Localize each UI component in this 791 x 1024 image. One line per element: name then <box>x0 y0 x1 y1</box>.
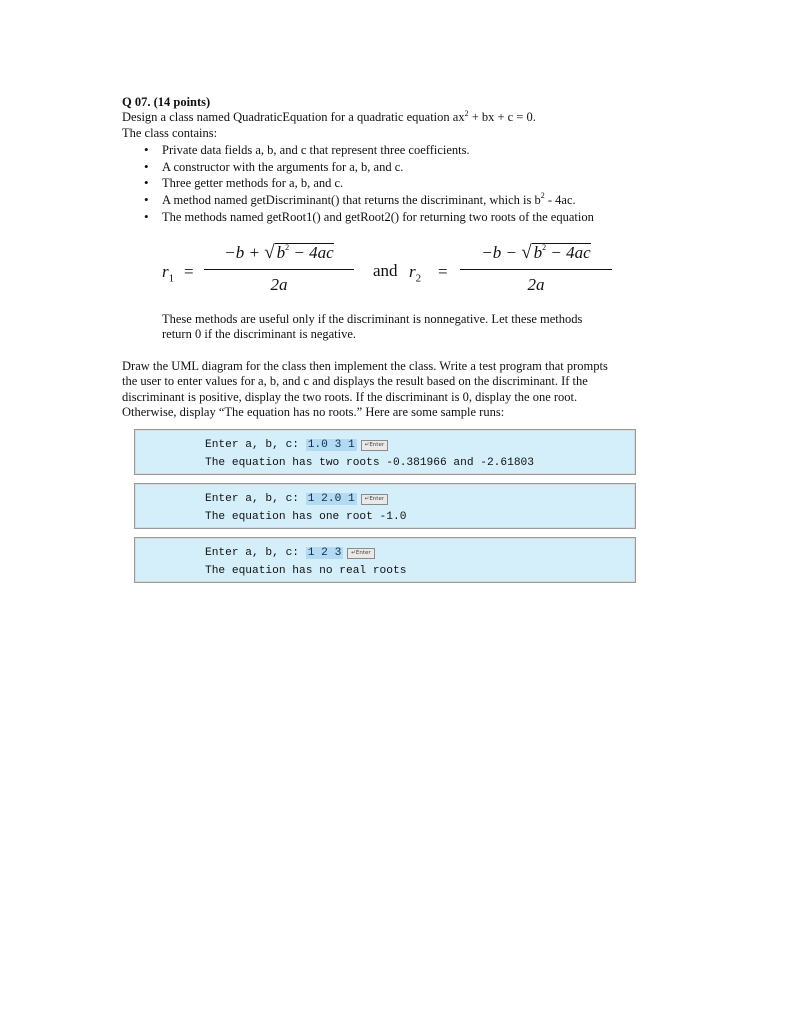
sample-run-prompt-line <box>205 493 388 505</box>
list-item-text: A method named getDiscriminant() that returns the discriminant, which is b <box>162 193 541 208</box>
r1-subscript: 1 <box>168 271 175 284</box>
radicand-exponent: 2 <box>542 242 547 252</box>
prompt-text: Enter a, b, c: <box>205 493 306 505</box>
user-input: 1 2 3 <box>307 547 342 559</box>
r2-equals: = <box>438 261 448 281</box>
r2-subscript: 2 <box>415 271 422 284</box>
r1-fraction <box>204 242 354 295</box>
class-contents-list <box>122 142 652 226</box>
intro-text-end: + bx + c = 0. <box>468 110 536 124</box>
list-item: • A constructor with the arguments for a, b, and c. <box>162 159 652 176</box>
r2-symbol: r <box>409 261 416 281</box>
radicand <box>275 243 334 261</box>
sample-run-output: The equation has one root -1.0 <box>205 511 407 523</box>
r2-fraction <box>460 242 612 295</box>
r1-num-prefix: −b + <box>224 242 265 262</box>
question-title: Q 07. (14 points) <box>122 95 211 109</box>
list-item: • Three getter methods for a, b, and c. <box>162 175 652 192</box>
intro-line-1 <box>122 110 652 126</box>
list-item-text-end: - 4ac. <box>544 193 576 208</box>
instructions-line-1: Draw the UML diagram for the class then implement the class. Write a test program that prompts <box>122 358 608 373</box>
note-line-2: return 0 if the discriminant is negative. <box>162 327 357 342</box>
sample-run-1 <box>134 429 636 475</box>
sample-run-output: The equation has no real roots <box>205 565 407 577</box>
r1-numerator <box>204 242 354 269</box>
r2-numerator <box>460 242 612 269</box>
user-input: 1 2.0 1 <box>307 493 355 505</box>
sqrt-icon: √ <box>521 241 532 263</box>
instructions <box>122 359 652 421</box>
sample-run-prompt-line <box>205 547 375 559</box>
r1-equals: = <box>184 261 194 281</box>
exponent: 2 <box>540 191 545 201</box>
radicand-b: b <box>533 242 543 262</box>
sample-run-prompt-line <box>205 439 388 451</box>
r1-label <box>162 262 174 284</box>
r2-denominator: 2a <box>527 274 545 294</box>
r2-num-prefix: −b − <box>481 242 522 262</box>
sqrt-icon: √ <box>264 241 275 263</box>
intro-line-2: The class contains: <box>122 125 218 140</box>
prompt-text: Enter a, b, c: <box>205 547 306 559</box>
user-input: 1.0 3 1 <box>307 439 355 451</box>
radicand-rest: − 4ac <box>546 242 591 262</box>
prompt-text: Enter a, b, c: <box>205 439 306 451</box>
r1-symbol: r <box>162 261 169 281</box>
list-item: • The methods named getRoot1() and getRoot2() for returning two roots of the equation <box>162 209 652 226</box>
enter-key-icon: ↵Enter <box>347 548 374 559</box>
enter-key-icon: ↵Enter <box>361 494 388 505</box>
enter-key-icon: ↵Enter <box>361 440 388 451</box>
and-text: and <box>373 260 398 280</box>
exponent: 2 <box>464 109 469 118</box>
instructions-line-2: the user to enter values for a, b, and c and displays the result based on the discriminant. If the <box>122 374 588 389</box>
r2-label <box>409 262 421 284</box>
list-item: • Private data fields a, b, and c that represent three coefficients. <box>162 142 652 159</box>
sample-run-output: The equation has two roots -0.381966 and -2.61803 <box>205 457 534 469</box>
note-line-1: These methods are useful only if the discriminant is nonnegative. Let these methods <box>162 311 583 326</box>
radicand-exponent: 2 <box>285 242 290 252</box>
list-item <box>162 192 652 209</box>
roots-formula <box>162 242 652 306</box>
sample-run-2 <box>134 483 636 529</box>
radicand <box>532 243 591 261</box>
nonnegative-note <box>162 312 652 343</box>
question-document <box>122 94 652 421</box>
instructions-line-3: discriminant is positive, display the two roots. If the discriminant is 0, display the one root. <box>122 389 578 404</box>
radicand-rest: − 4ac <box>289 242 334 262</box>
sample-run-3 <box>134 537 636 583</box>
intro-text: Design a class named QuadraticEquation for a quadratic equation ax <box>122 110 465 124</box>
r1-denominator: 2a <box>270 274 288 294</box>
radicand-b: b <box>276 242 286 262</box>
instructions-line-4: Otherwise, display “The equation has no roots.” Here are some sample runs: <box>122 405 505 420</box>
